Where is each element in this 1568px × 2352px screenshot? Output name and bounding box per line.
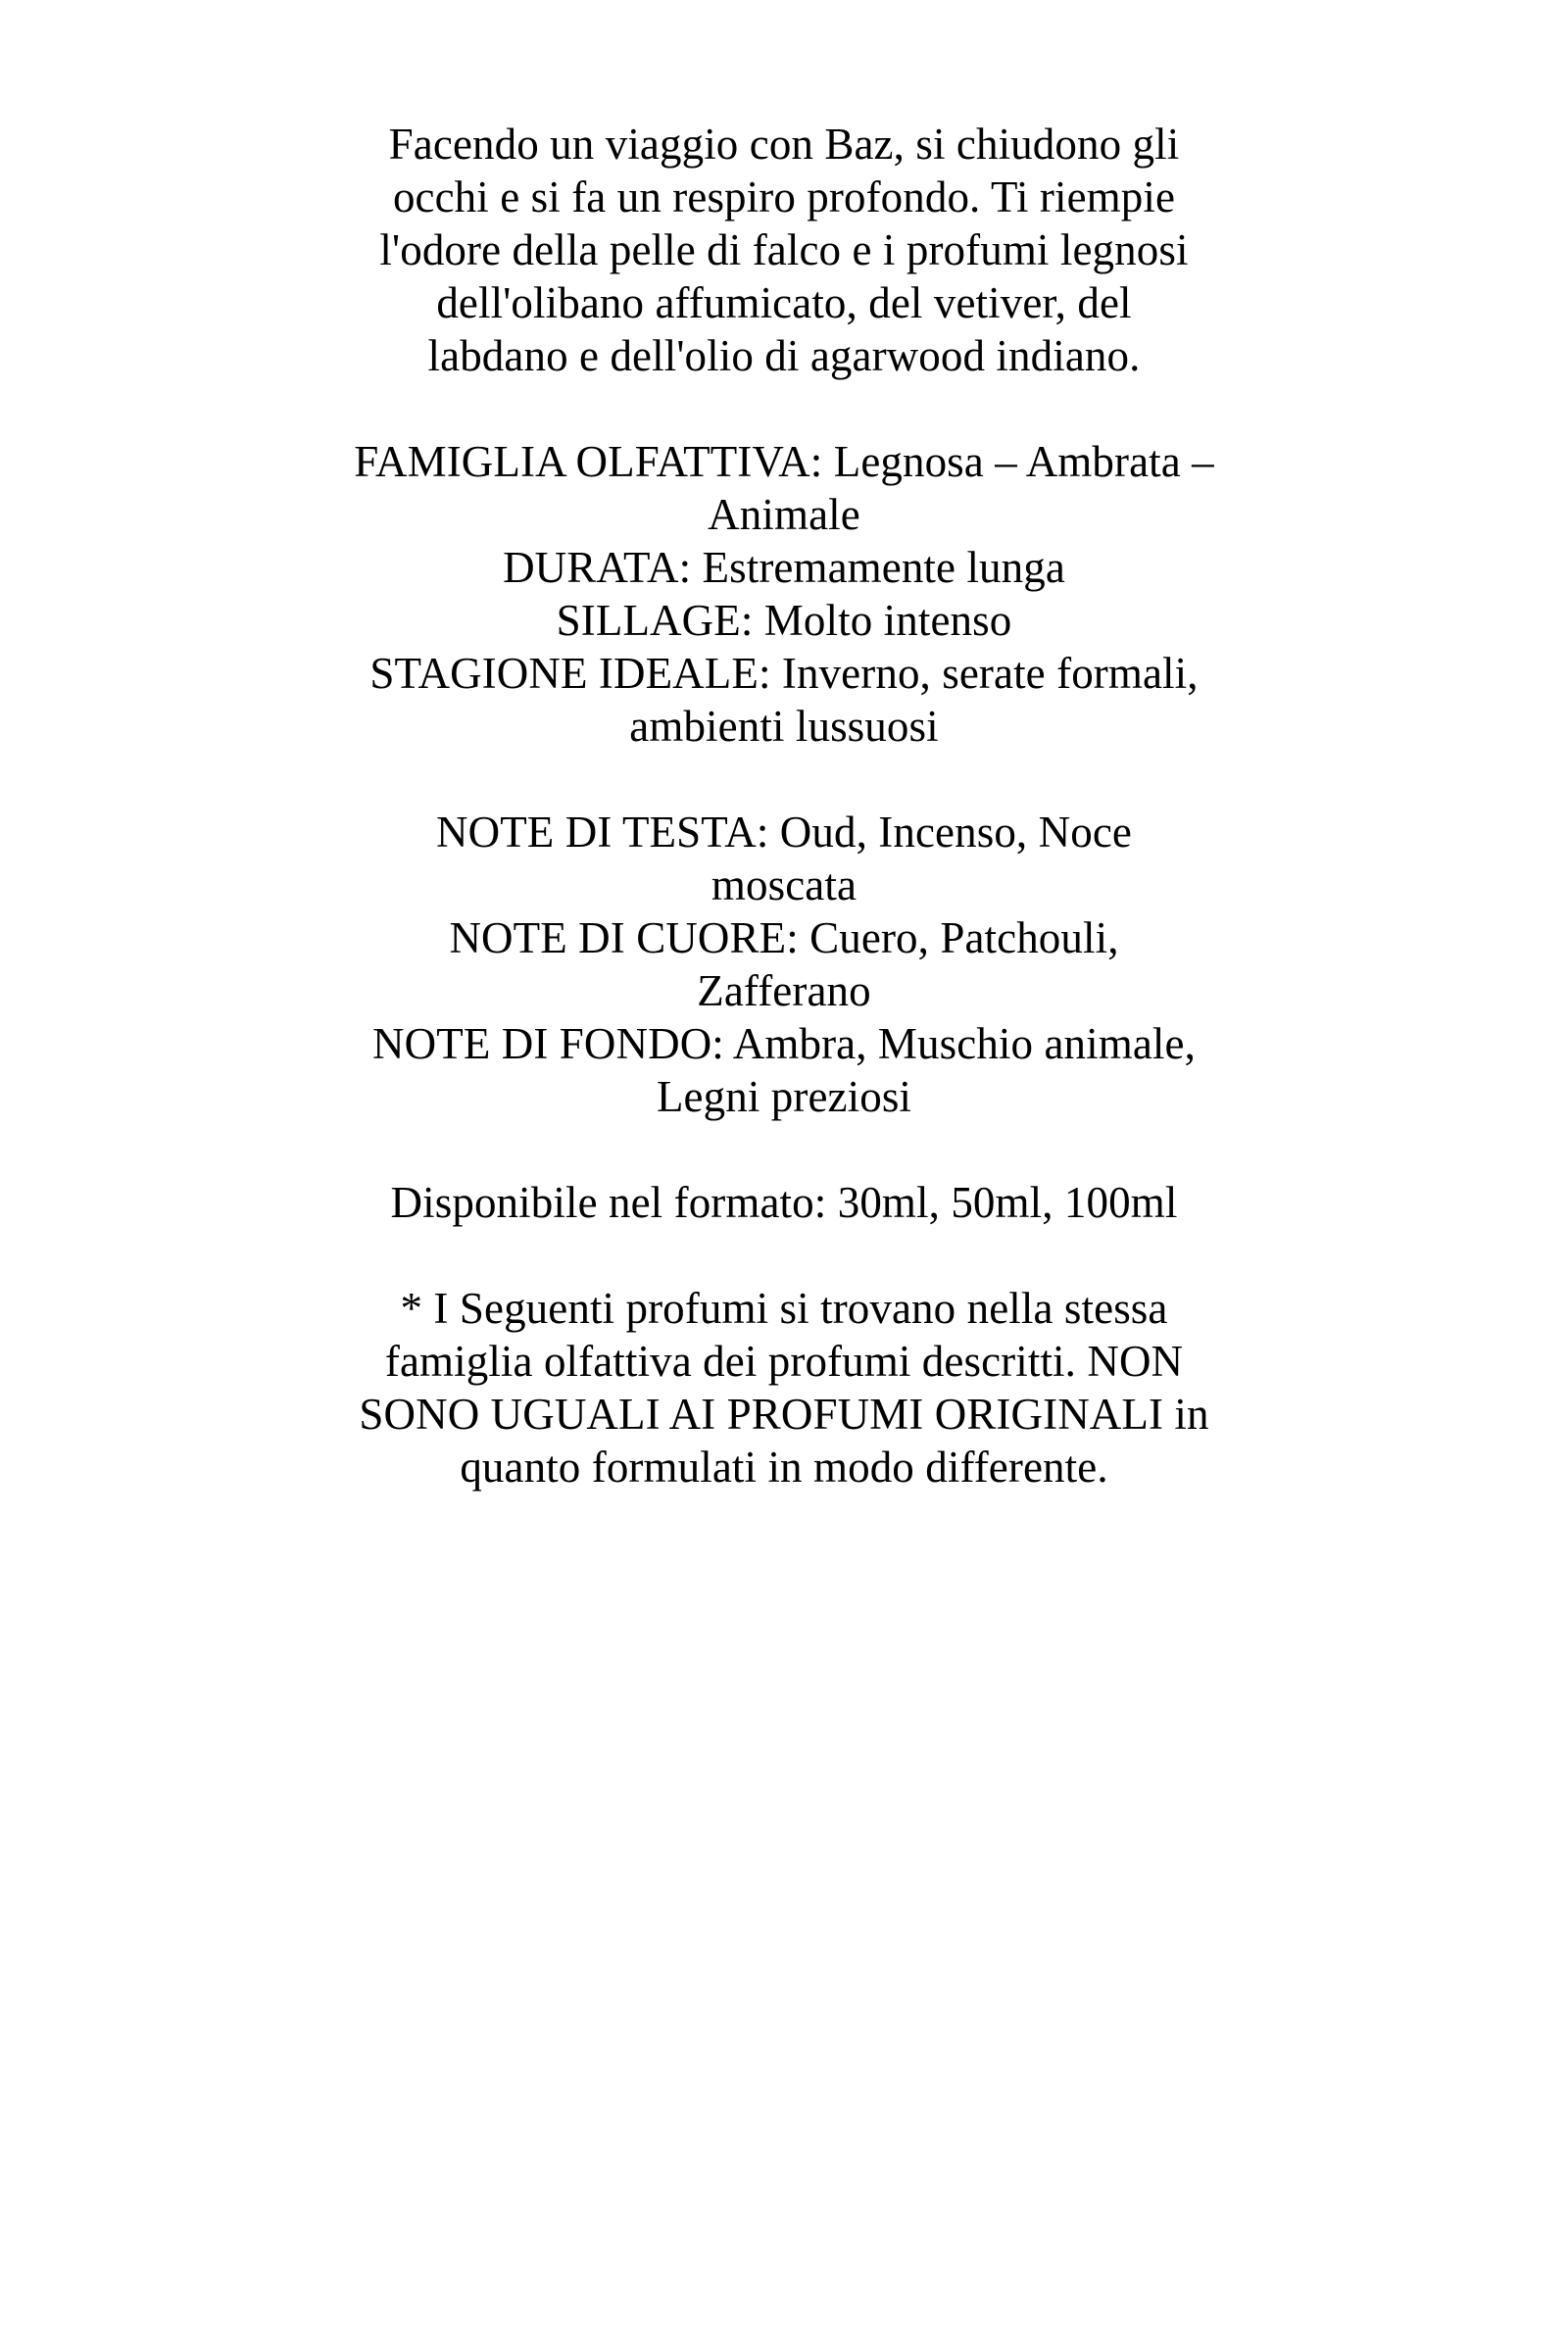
olfactory-profile-block bbox=[147, 435, 1421, 753]
available-sizes-line: Disponibile nel formato: 30ml, 50ml, 100ml bbox=[390, 1178, 1178, 1227]
famiglia-olfattiva-line-cont: Animale bbox=[708, 490, 860, 539]
stagione-ideale-line-cont: ambienti lussuosi bbox=[629, 702, 939, 751]
availability-block bbox=[147, 1176, 1421, 1229]
disclaimer-line: famiglia olfattiva dei profumi descritti. NON bbox=[384, 1337, 1184, 1386]
note-di-testa-line: NOTE DI TESTA: Oud, Incenso, Noce bbox=[436, 808, 1132, 857]
intro-line: l'odore della pelle di falco e i profumi legnosi bbox=[379, 225, 1189, 274]
intro-line: labdano e dell'olio di agarwood indiano. bbox=[427, 331, 1141, 380]
fragrance-notes-block bbox=[147, 806, 1421, 1123]
sillage-line: SILLAGE: Molto intenso bbox=[556, 596, 1012, 645]
note-di-cuore-line-cont: Zafferano bbox=[697, 966, 871, 1015]
disclaimer-line: quanto formulati in modo differente. bbox=[460, 1443, 1108, 1492]
note-di-fondo-line-cont: Legni preziosi bbox=[656, 1072, 912, 1121]
product-description bbox=[147, 118, 1421, 1494]
disclaimer-block bbox=[147, 1282, 1421, 1494]
stagione-ideale-line: STAGIONE IDEALE: Inverno, serate formali, bbox=[369, 649, 1199, 698]
note-di-fondo-line: NOTE DI FONDO: Ambra, Muschio animale, bbox=[372, 1019, 1196, 1068]
intro-line: occhi e si fa un respiro profondo. Ti riempie bbox=[392, 172, 1176, 221]
note-di-cuore-line: NOTE DI CUORE: Cuero, Patchouli, bbox=[449, 913, 1119, 962]
intro-line: dell'olibano affumicato, del vetiver, del bbox=[436, 278, 1132, 327]
note-di-testa-line-cont: moscata bbox=[710, 860, 858, 909]
intro-line: Facendo un viaggio con Baz, si chiudono gli bbox=[388, 120, 1180, 169]
durata-line: DURATA: Estremamente lunga bbox=[503, 543, 1065, 592]
famiglia-olfattiva-line: FAMIGLIA OLFATTIVA: Legnosa – Ambrata – bbox=[354, 437, 1214, 486]
disclaimer-line: * I Seguenti profumi si trovano nella stessa bbox=[400, 1284, 1168, 1333]
disclaimer-line: SONO UGUALI AI PROFUMI ORIGINALI in bbox=[359, 1390, 1209, 1439]
intro-paragraph bbox=[147, 118, 1421, 382]
